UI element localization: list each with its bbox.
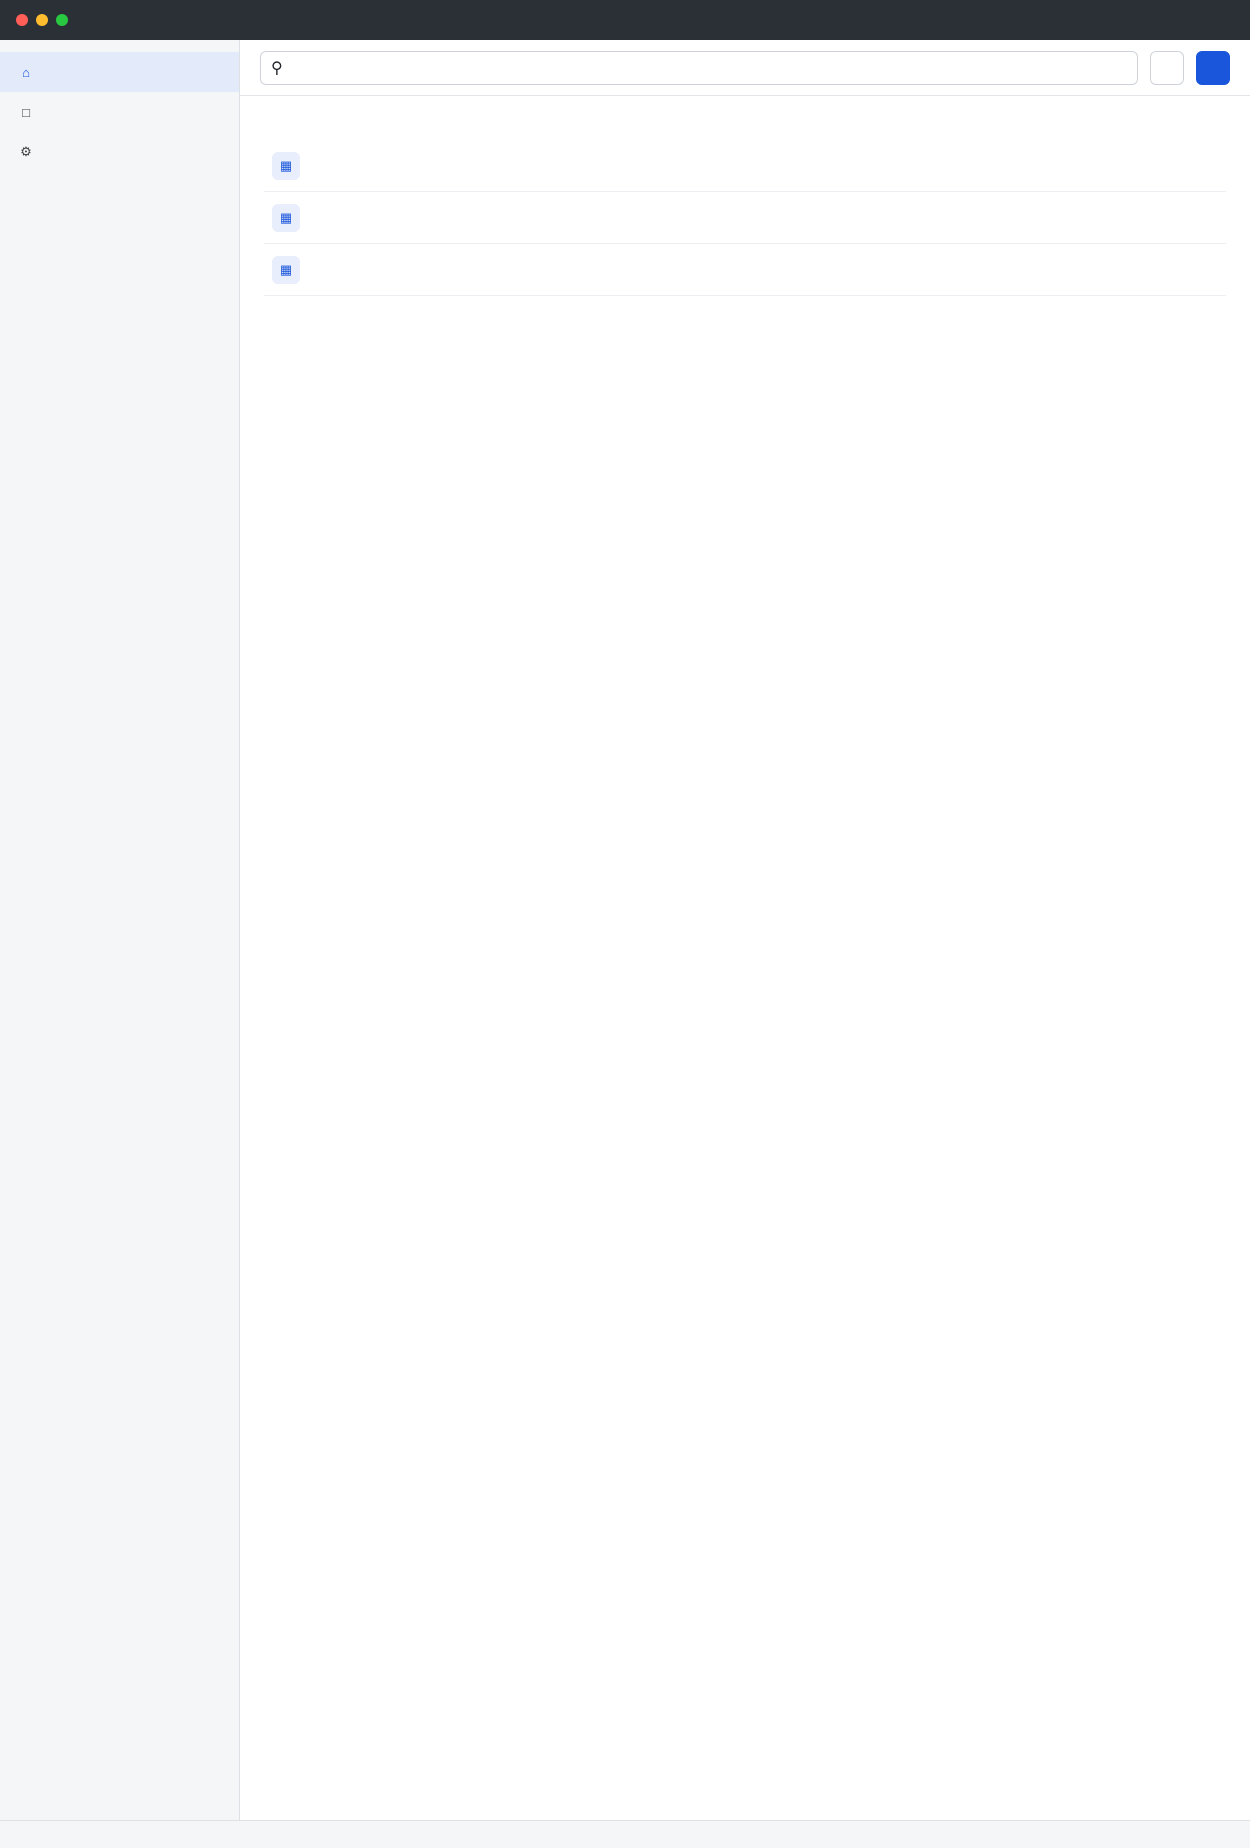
main-panel [240,40,1250,1820]
minimize-window-button[interactable] [36,14,48,26]
folder-icon: □ [22,104,30,120]
list-item[interactable] [264,140,1226,192]
search-icon: ⚲ [271,59,283,77]
maximize-window-button[interactable] [56,14,68,26]
sidebar-item-1[interactable] [0,52,239,92]
search-box[interactable] [260,51,1138,85]
file-icon: ▦ [272,204,300,232]
list-item[interactable] [264,192,1226,244]
search-input[interactable] [291,60,1127,76]
home-icon: ⌂ [22,64,30,80]
content-area [240,96,1250,1820]
status-bar [0,1820,1250,1848]
title-bar [0,0,1250,40]
gear-icon: ⚙ [20,144,32,159]
toolbar [240,40,1250,96]
sidebar-item-3[interactable] [0,132,239,172]
secondary-button[interactable] [1150,51,1184,85]
list-item[interactable] [264,244,1226,296]
close-window-button[interactable] [16,14,28,26]
sidebar-item-2[interactable] [0,92,239,132]
sidebar [0,40,240,1820]
file-icon: ▦ [272,152,300,180]
item-list [264,140,1226,296]
file-icon: ▦ [272,256,300,284]
primary-button[interactable] [1196,51,1230,85]
